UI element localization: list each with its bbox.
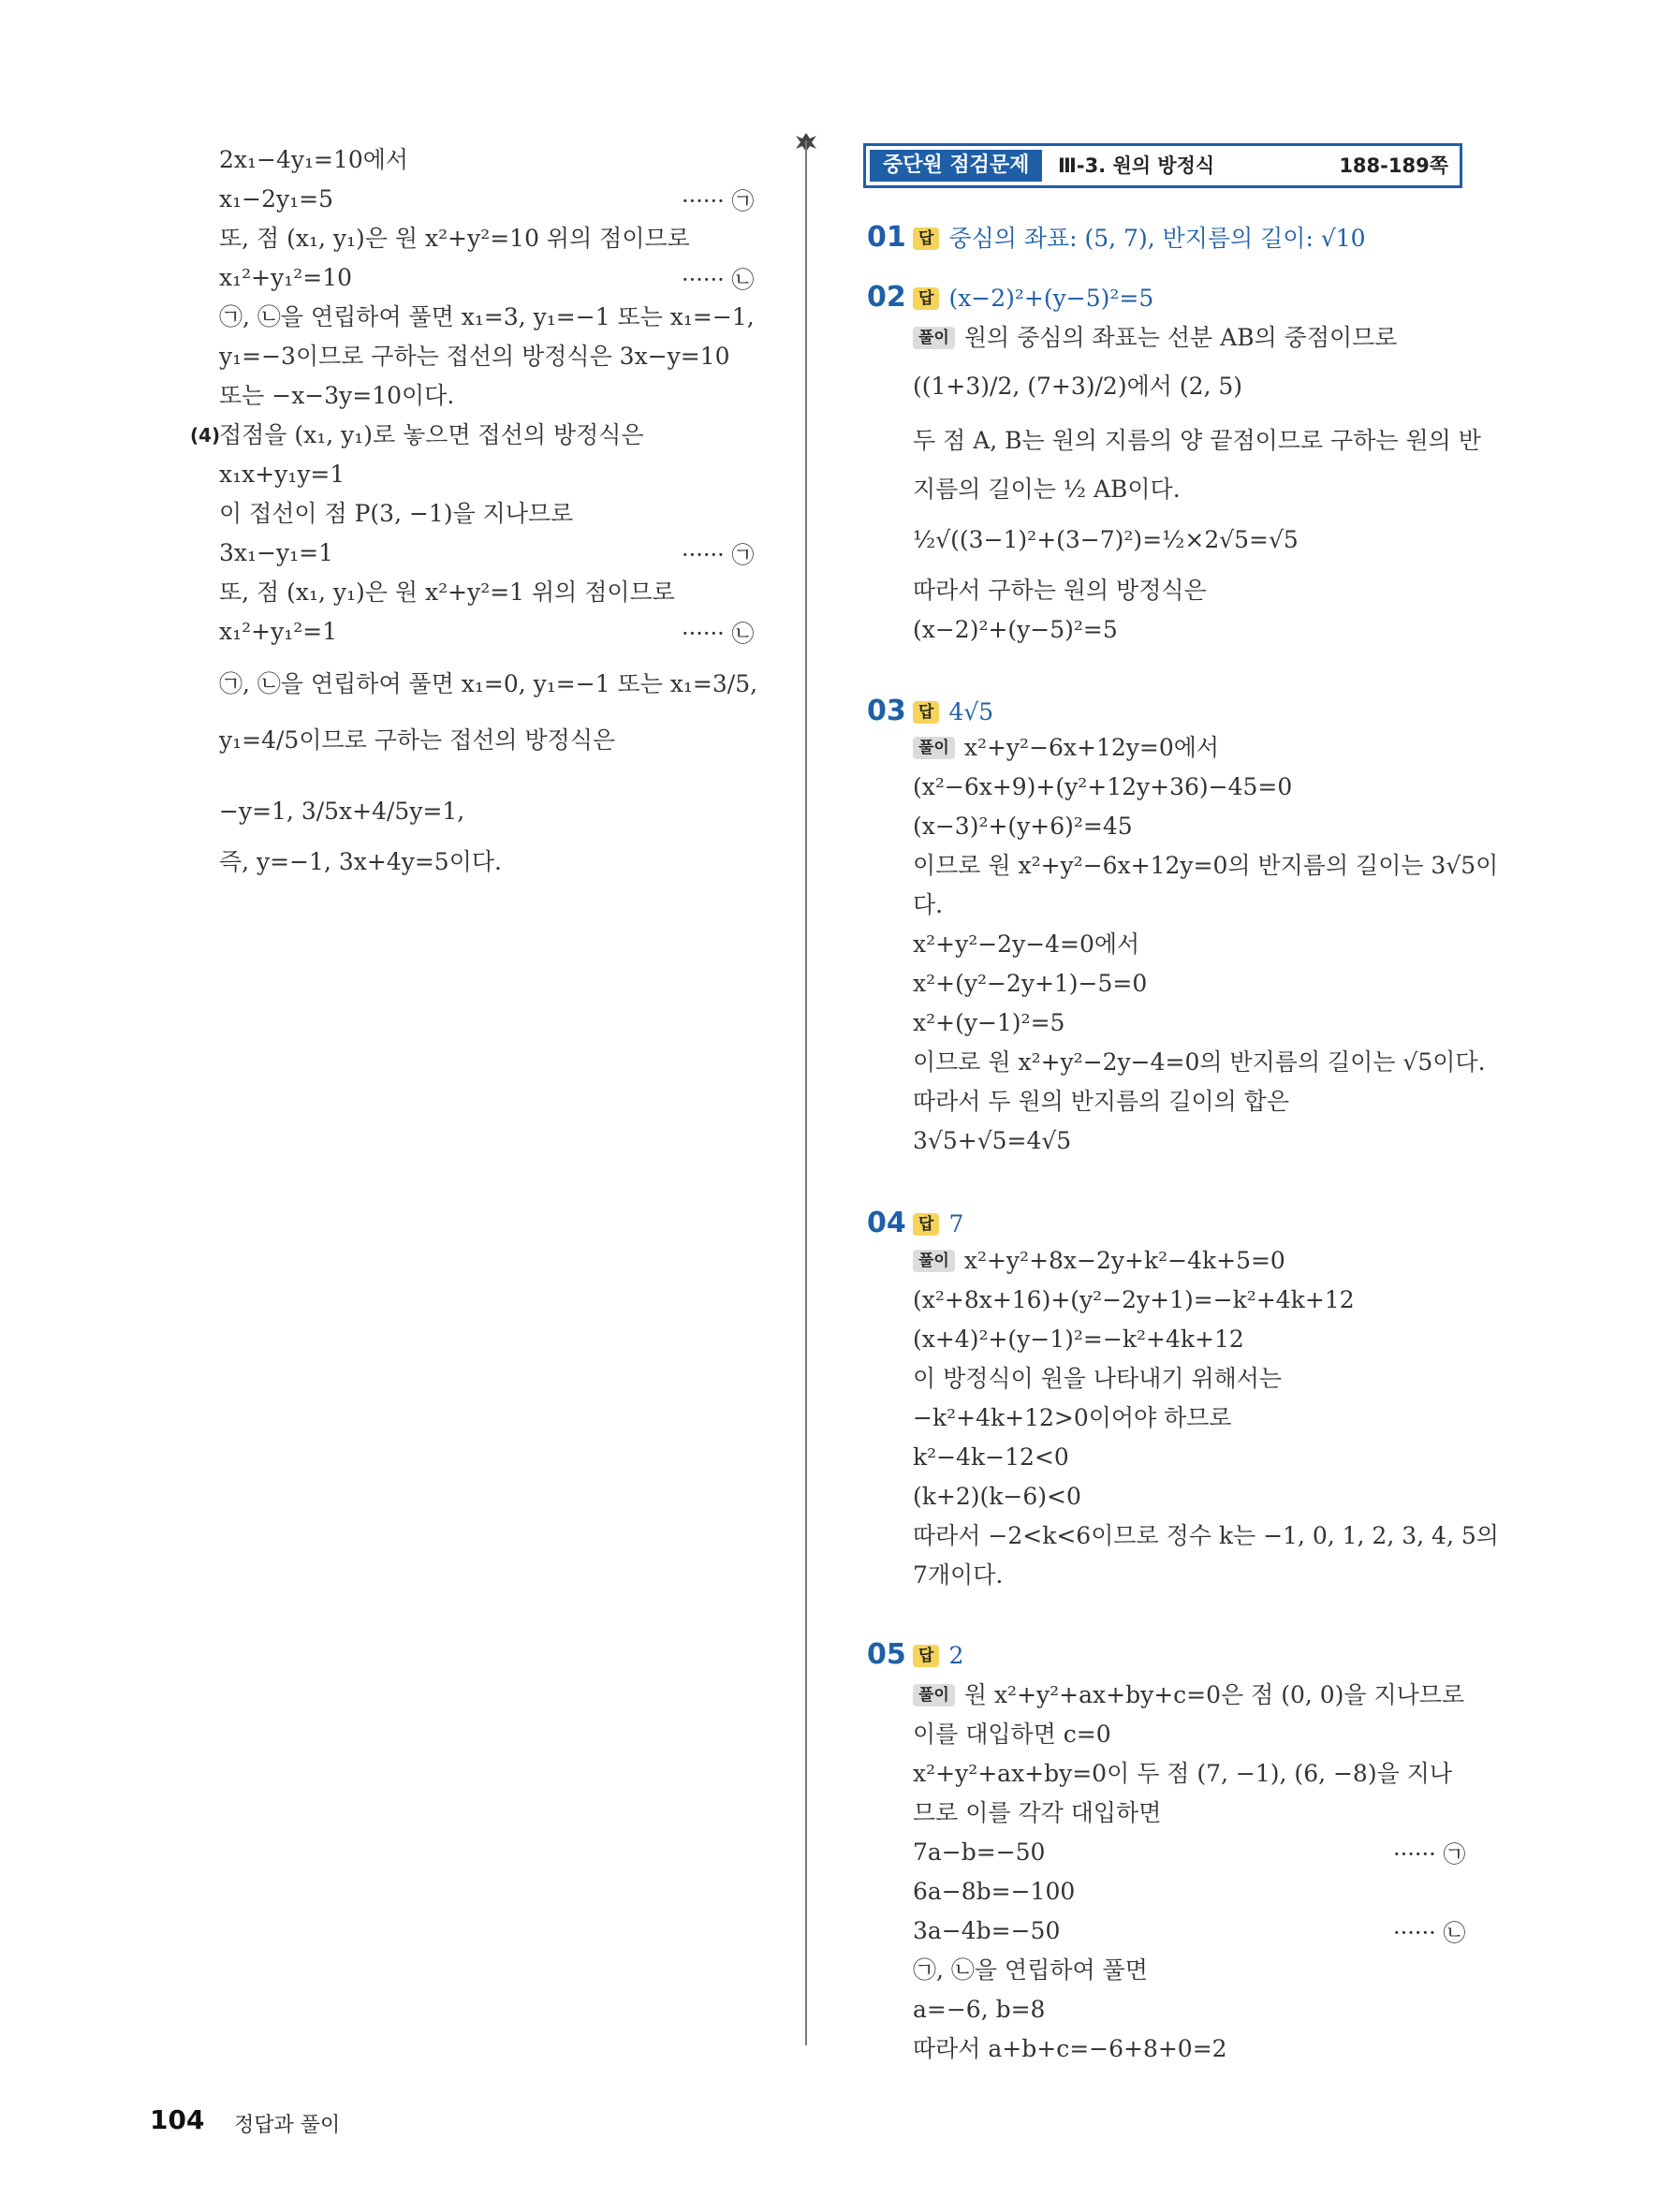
explanation-badge: 풀이 bbox=[913, 327, 955, 349]
answer-line bbox=[913, 1642, 963, 1670]
left-line: y₁=−3이므로 구하는 접선의 방정식은 3x−y=10 bbox=[219, 343, 730, 370]
explanation-line: ((1+3)/2, (7+3)/2)에서 (2, 5) bbox=[913, 373, 1243, 400]
explanation-badge: 풀이 bbox=[913, 737, 955, 759]
explanation-line: 6a−8b=−100 bbox=[913, 1878, 1076, 1905]
explanation-line: x²+(y−1)²=5 bbox=[913, 1009, 1065, 1036]
left-line: x₁²+y₁²=10 bbox=[219, 264, 353, 291]
section-subtitle: Ⅲ-3. 원의 방정식 bbox=[1058, 154, 1215, 177]
explanation-line: 이므로 원 x²+y²−6x+12y=0의 반지름의 길이는 3√5이 bbox=[913, 852, 1499, 879]
page-reference: 188-189쪽 bbox=[1339, 154, 1448, 177]
explanation-line: ㉠, ㉡을 연립하여 풀면 bbox=[913, 1956, 1148, 1984]
left-line: x₁−2y₁=5 bbox=[219, 185, 333, 212]
explanation-line: 풀이 원의 중심의 좌표는 선분 AB의 중점이므로 bbox=[913, 324, 1397, 352]
mark-5: ······ ㉠ bbox=[1393, 1841, 1466, 1868]
explanation-line: 따라서 구하는 원의 방정식은 bbox=[913, 577, 1207, 604]
answer-line bbox=[913, 285, 1153, 313]
answer-badge: 답 bbox=[913, 701, 939, 724]
explanation-line: a=−6, b=8 bbox=[913, 1996, 1046, 2023]
answer-text: 7 bbox=[948, 1210, 964, 1238]
mark-6: ······ ㉡ bbox=[1393, 1920, 1466, 1946]
explanation-line: (x+4)²+(y−1)²=−k²+4k+12 bbox=[913, 1326, 1244, 1353]
explanation-line: 따라서 두 원의 반지름의 길이의 합은 bbox=[913, 1088, 1289, 1115]
answer-text: 2 bbox=[948, 1642, 964, 1669]
explanation-line: 지름의 길이는 ½ AB이다. bbox=[913, 476, 1181, 503]
answer-text: 중심의 좌표: (5, 7), 반지름의 길이: √10 bbox=[948, 225, 1366, 252]
explanation-line: 이를 대입하면 c=0 bbox=[913, 1721, 1111, 1748]
mark-2: ······ ㉡ bbox=[682, 267, 755, 293]
explanation-line: 따라서 a+b+c=−6+8+0=2 bbox=[913, 2035, 1227, 2062]
mark-3: ······ ㉠ bbox=[682, 542, 755, 568]
explanation-line: k²−4k−12<0 bbox=[913, 1443, 1069, 1471]
left-line: x₁²+y₁²=1 bbox=[219, 618, 338, 645]
explanation-line: 3a−4b=−50 bbox=[913, 1917, 1061, 1944]
answer-line bbox=[913, 225, 1366, 253]
explanation-line: 7a−b=−50 bbox=[913, 1838, 1046, 1866]
left-line: 또, 점 (x₁, y₁)은 원 x²+y²=10 위의 점이므로 bbox=[219, 225, 690, 252]
answer-text: 4√5 bbox=[948, 698, 994, 725]
left-line: y₁=4/5이므로 구하는 접선의 방정식은 bbox=[219, 726, 616, 754]
left-line: 이 접선이 점 P(3, −1)을 지나므로 bbox=[219, 500, 574, 527]
explanation-line: 7개이다. bbox=[913, 1561, 1004, 1589]
section-header bbox=[863, 143, 1462, 188]
explanation-line: 따라서 −2<k<6이므로 정수 k는 −1, 0, 1, 2, 3, 4, 5의 bbox=[913, 1522, 1499, 1549]
question-number: 05 bbox=[867, 1638, 906, 1671]
question-number: 04 bbox=[867, 1207, 906, 1239]
left-line: −y=1, 3/5x+4/5y=1, bbox=[219, 798, 465, 825]
explanation-line: 두 점 A, B는 원의 지름의 양 끝점이므로 구하는 원의 반 bbox=[913, 427, 1481, 454]
section-title: 중단원 점검문제 bbox=[870, 150, 1042, 182]
answer-badge: 답 bbox=[913, 227, 939, 250]
explanation-line: x²+y²−2y−4=0에서 bbox=[913, 930, 1140, 958]
left-line: ㉠, ㉡을 연립하여 풀면 x₁=3, y₁=−1 또는 x₁=−1, bbox=[219, 303, 755, 330]
answer-badge: 답 bbox=[913, 287, 939, 310]
footer-label: 정답과 풀이 bbox=[234, 2114, 341, 2137]
explanation-line: (x−3)²+(y+6)²=45 bbox=[913, 813, 1133, 840]
left-line: 또는 −x−3y=10이다. bbox=[219, 382, 455, 409]
explanation-line: ½√((3−1)²+(3−7)²)=½×2√5=√5 bbox=[913, 526, 1299, 553]
page-number: 104 bbox=[150, 2104, 205, 2135]
column-divider bbox=[805, 140, 807, 2045]
left-line: 즉, y=−1, 3x+4y=5이다. bbox=[219, 848, 502, 875]
answer-line bbox=[913, 698, 993, 726]
explanation-line: (x²−6x+9)+(y²+12y+36)−45=0 bbox=[913, 773, 1293, 800]
mark-4: ······ ㉡ bbox=[682, 621, 755, 647]
answer-line bbox=[913, 1210, 963, 1238]
explanation-line: 므로 이를 각각 대입하면 bbox=[913, 1799, 1162, 1826]
explanation-line: (k+2)(k−6)<0 bbox=[913, 1483, 1081, 1510]
explanation-line: 풀이 원 x²+y²+ax+by+c=0은 점 (0, 0)을 지나므로 bbox=[913, 1681, 1464, 1709]
answer-badge: 답 bbox=[913, 1213, 939, 1236]
left-line: x₁x+y₁y=1 bbox=[219, 461, 345, 488]
explanation-badge: 풀이 bbox=[913, 1684, 955, 1707]
left-line: 또, 점 (x₁, y₁)은 원 x²+y²=1 위의 점이므로 bbox=[219, 579, 675, 606]
mark-1: ······ ㉠ bbox=[682, 188, 755, 214]
explanation-line: 3√5+√5=4√5 bbox=[913, 1127, 1072, 1154]
answer-text: (x−2)²+(y−5)²=5 bbox=[948, 285, 1154, 312]
explanation-badge: 풀이 bbox=[913, 1250, 955, 1272]
answer-badge: 답 bbox=[913, 1645, 939, 1667]
explanation-line: 이므로 원 x²+y²−2y−4=0의 반지름의 길이는 √5이다. bbox=[913, 1048, 1486, 1076]
explanation-line: 이 방정식이 원을 나타내기 위해서는 bbox=[913, 1365, 1283, 1392]
explanation-line: x²+y²+ax+by=0이 두 점 (7, −1), (6, −8)을 지나 bbox=[913, 1760, 1452, 1787]
explanation-line: (x−2)²+(y−5)²=5 bbox=[913, 616, 1118, 643]
left-line: ㉠, ㉡을 연립하여 풀면 x₁=0, y₁=−1 또는 x₁=3/5, bbox=[219, 670, 758, 697]
explanation-line: x²+(y²−2y+1)−5=0 bbox=[913, 970, 1148, 997]
question-number: 02 bbox=[867, 281, 906, 314]
explanation-line: −k²+4k+12>0이어야 하므로 bbox=[913, 1404, 1232, 1431]
left-line: 2x₁−4y₁=10에서 bbox=[219, 146, 409, 173]
explanation-line: 다. bbox=[913, 891, 944, 918]
part-label: (4) bbox=[190, 424, 221, 447]
left-line: 접점을 (x₁, y₁)로 놓으면 접선의 방정식은 bbox=[219, 421, 644, 448]
question-number: 03 bbox=[867, 695, 906, 727]
explanation-line: 풀이 x²+y²−6x+12y=0에서 bbox=[913, 734, 1219, 762]
left-line: 3x₁−y₁=1 bbox=[219, 539, 333, 566]
explanation-line: (x²+8x+16)+(y²−2y+1)=−k²+4k+12 bbox=[913, 1286, 1355, 1313]
explanation-line: 풀이 x²+y²+8x−2y+k²−4k+5=0 bbox=[913, 1247, 1285, 1275]
question-number: 01 bbox=[867, 221, 906, 254]
